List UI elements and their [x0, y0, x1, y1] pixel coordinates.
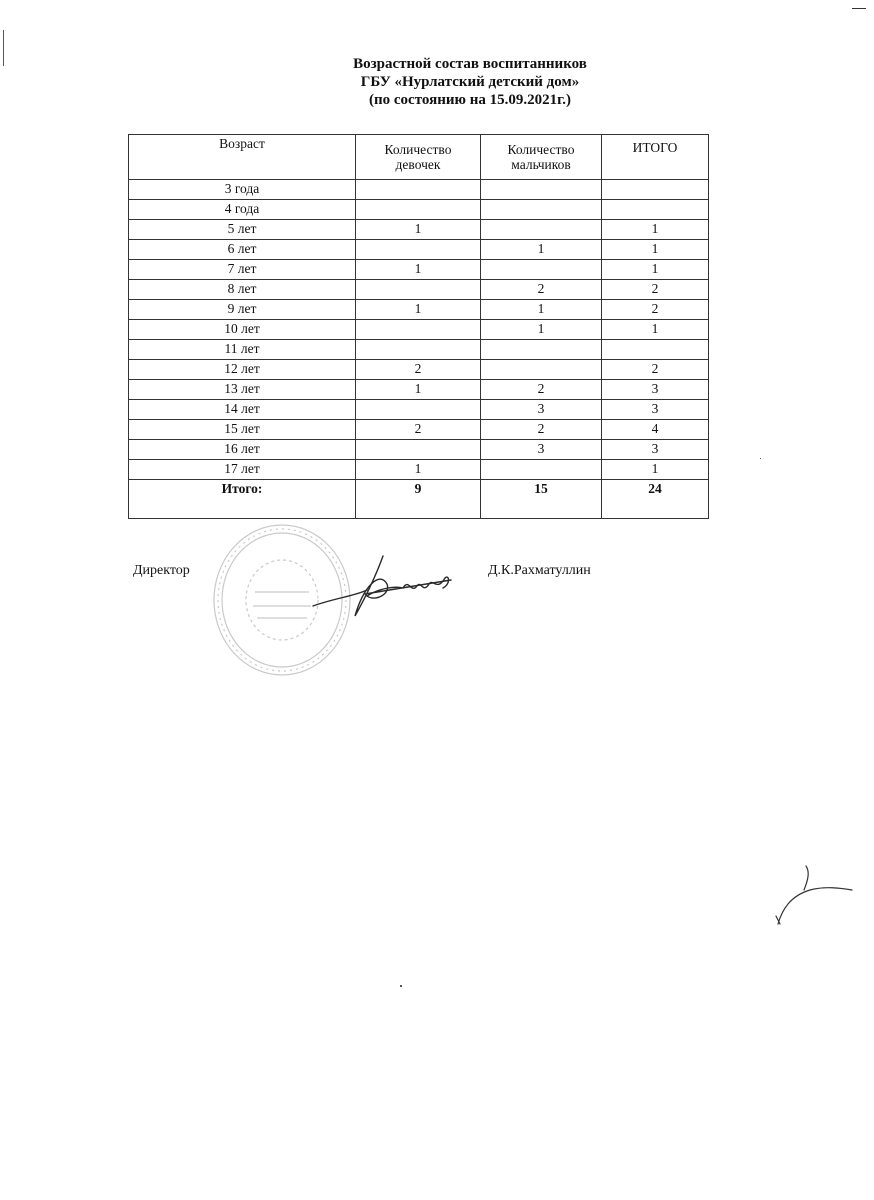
cell-age: 14 лет [129, 400, 356, 420]
cell-age: 4 года [129, 200, 356, 220]
title-line-2: ГБУ «Нурлатский детский дом» [360, 74, 580, 90]
cell-boys: 1 [481, 240, 602, 260]
cell-total: 2 [602, 300, 709, 320]
table-header-row [129, 135, 709, 180]
cell-boys [481, 340, 602, 360]
table-row [129, 420, 709, 440]
cell-boys: 1 [481, 320, 602, 340]
table-row [129, 400, 709, 420]
cell-age: 7 лет [129, 260, 356, 280]
cell-age: 10 лет [129, 320, 356, 340]
cell-total: 1 [602, 220, 709, 240]
cell-total: 2 [602, 280, 709, 300]
cell-girls [356, 280, 481, 300]
cell-girls [356, 340, 481, 360]
director-signature [305, 548, 455, 628]
cell-age: 17 лет [129, 460, 356, 480]
header-girls-line-2: девочек [395, 157, 441, 172]
cell-boys: 1 [481, 300, 602, 320]
cell-boys: 2 [481, 420, 602, 440]
cell-girls: 1 [356, 380, 481, 400]
age-composition-table [128, 134, 709, 519]
cell-boys: 3 [481, 400, 602, 420]
header-total: ИТОГО [602, 135, 709, 180]
cell-girls: 1 [356, 260, 481, 280]
cell-total: 3 [602, 380, 709, 400]
cell-total [602, 340, 709, 360]
cell-total: 4 [602, 420, 709, 440]
title-line-1: Возрастной состав воспитанников [353, 56, 587, 72]
cell-boys: 2 [481, 280, 602, 300]
cell-total [602, 200, 709, 220]
cell-age: 15 лет [129, 420, 356, 440]
total-row [129, 480, 709, 519]
cell-boys [481, 360, 602, 380]
cell-boys [481, 200, 602, 220]
cell-total: 3 [602, 440, 709, 460]
margin-pen-mark [770, 860, 860, 930]
cell-total: 1 [602, 260, 709, 280]
cell-girls [356, 180, 481, 200]
table-row [129, 200, 709, 220]
cell-boys [481, 460, 602, 480]
cell-age: 3 года [129, 180, 356, 200]
title-line-3: (по состоянию на 15.09.2021г.) [369, 92, 571, 108]
cell-age: 13 лет [129, 380, 356, 400]
cell-boys [481, 220, 602, 240]
table-row [129, 240, 709, 260]
table-row [129, 180, 709, 200]
total-boys: 15 [481, 480, 602, 519]
cell-girls: 1 [356, 300, 481, 320]
table-row [129, 360, 709, 380]
document-title [0, 55, 874, 109]
cell-total: 1 [602, 240, 709, 260]
signatory-position: Директор [133, 563, 190, 578]
cell-girls: 1 [356, 460, 481, 480]
header-boys-line-2: мальчиков [511, 157, 571, 172]
cell-age: 11 лет [129, 340, 356, 360]
cell-age: 5 лет [129, 220, 356, 240]
cell-boys: 3 [481, 440, 602, 460]
scan-speck [760, 458, 761, 459]
table-row [129, 440, 709, 460]
table-row [129, 460, 709, 480]
table-body [129, 180, 709, 480]
cell-age: 6 лет [129, 240, 356, 260]
cell-age: 8 лет [129, 280, 356, 300]
table-row [129, 340, 709, 360]
cell-girls [356, 200, 481, 220]
cell-girls [356, 440, 481, 460]
cell-girls: 1 [356, 220, 481, 240]
total-sum: 24 [602, 480, 709, 519]
cell-boys [481, 260, 602, 280]
cell-girls [356, 320, 481, 340]
table-row [129, 280, 709, 300]
scan-edge-mark [852, 8, 866, 9]
cell-girls: 2 [356, 420, 481, 440]
header-girls [356, 135, 481, 180]
cell-age: 16 лет [129, 440, 356, 460]
total-girls: 9 [356, 480, 481, 519]
cell-age: 12 лет [129, 360, 356, 380]
cell-boys: 2 [481, 380, 602, 400]
cell-boys [481, 180, 602, 200]
cell-total [602, 180, 709, 200]
cell-total: 1 [602, 320, 709, 340]
cell-total: 2 [602, 360, 709, 380]
header-girls-line-1: Количество [384, 142, 452, 157]
header-boys [481, 135, 602, 180]
cell-girls [356, 400, 481, 420]
table-row [129, 260, 709, 280]
table-row [129, 300, 709, 320]
cell-girls: 2 [356, 360, 481, 380]
table-row [129, 320, 709, 340]
cell-total: 1 [602, 460, 709, 480]
scan-speck [400, 985, 402, 987]
cell-total: 3 [602, 400, 709, 420]
table-row [129, 380, 709, 400]
table-row [129, 220, 709, 240]
header-age: Возраст [129, 135, 356, 180]
total-label: Итого: [129, 480, 356, 519]
cell-age: 9 лет [129, 300, 356, 320]
cell-girls [356, 240, 481, 260]
header-boys-line-1: Количество [507, 142, 575, 157]
signatory-name: Д.К.Рахматуллин [488, 563, 591, 578]
